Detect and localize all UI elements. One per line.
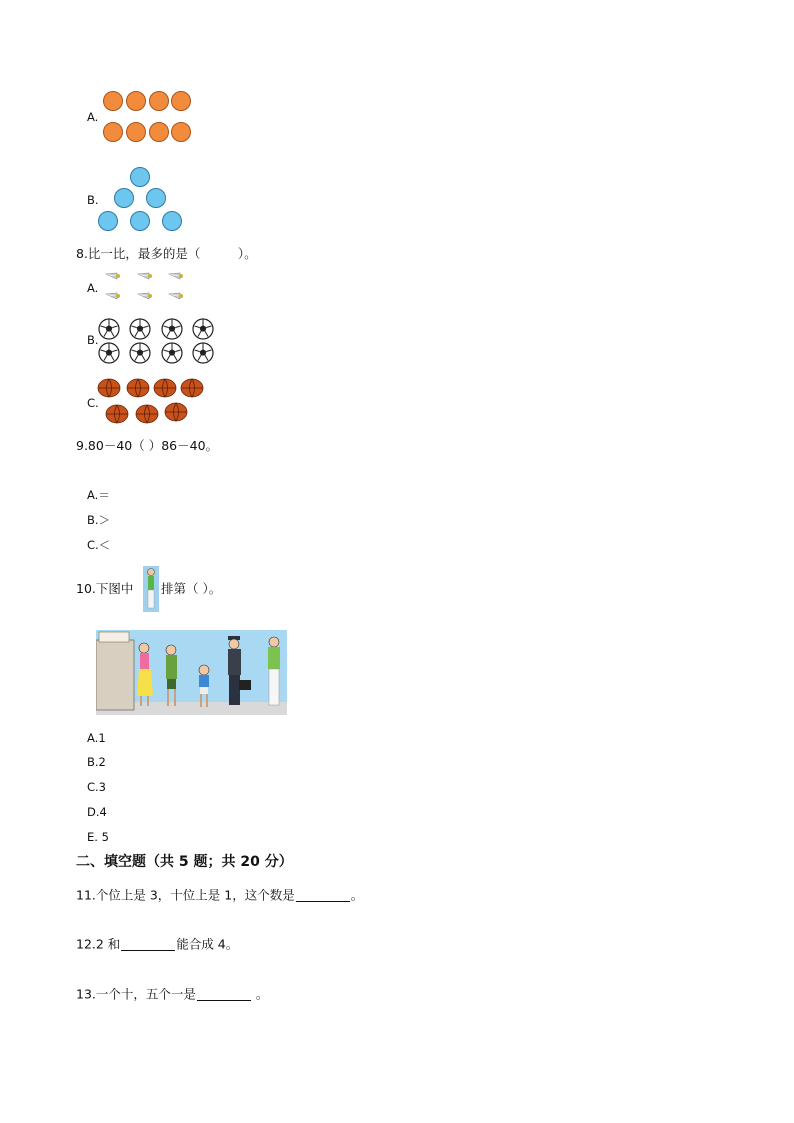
basketball-icon (97, 378, 121, 398)
q8-option-b-label[interactable]: B. (87, 333, 99, 347)
person-figure-icon (143, 566, 159, 612)
q8-option-a-label[interactable]: A. (87, 281, 99, 295)
football-icon (129, 318, 151, 340)
shuttlecock-icon (105, 292, 121, 304)
basketball-icon (126, 378, 150, 398)
question-13-text: 13.一个十，五个一是 (76, 986, 196, 1002)
q10-option-d[interactable]: D.4 (87, 805, 107, 819)
blue-circle (146, 188, 166, 208)
football-icon (161, 318, 183, 340)
answer-blank[interactable] (121, 938, 175, 951)
answer-blank[interactable] (197, 988, 251, 1001)
q7-option-b-label[interactable]: B. (87, 193, 99, 207)
shuttlecock-icon (105, 272, 121, 284)
orange-circle (171, 91, 191, 111)
q7-option-a-label[interactable]: A. (87, 110, 99, 124)
question-8-text: 8.比一比，最多的是（ ）。 (76, 246, 257, 261)
blue-circle (98, 211, 118, 231)
queue-illustration (96, 630, 287, 715)
question-13-end: 。 (251, 986, 269, 1002)
q10-option-e[interactable]: E. 5 (87, 830, 109, 844)
question-9-text: 9.80－40（ ）86－40。 (76, 438, 219, 453)
question-10-text-before: 10.下图中 (76, 581, 134, 596)
answer-blank[interactable] (296, 889, 350, 902)
basketball-icon (164, 402, 188, 422)
question-11 (76, 889, 363, 902)
orange-circle (103, 91, 123, 111)
shuttlecock-icon (168, 292, 184, 304)
section-2-title: 二、填空题（共 5 题；共 20 分） (76, 854, 293, 870)
question-12-text: 12.2 和 (76, 936, 121, 952)
blue-circle (114, 188, 134, 208)
football-icon (192, 318, 214, 340)
question-12-end: 能合成 4。 (176, 936, 239, 952)
q10-option-c[interactable]: C.3 (87, 780, 107, 794)
question-11-text: 11.个位上是 3，十位上是 1，这个数是 (76, 887, 295, 903)
question-11-end: 。 (350, 887, 364, 903)
question-10-text-after: 排第（ ）。 (161, 581, 222, 596)
question-13 (76, 988, 268, 1001)
blue-circle (130, 167, 150, 187)
football-icon (98, 318, 120, 340)
q10-option-a[interactable]: A.1 (87, 731, 106, 745)
basketball-icon (153, 378, 177, 398)
blue-circle (162, 211, 182, 231)
q9-option-a[interactable]: A.＝ (87, 488, 110, 502)
orange-circle (149, 91, 169, 111)
orange-circle (171, 122, 191, 142)
basketball-icon (180, 378, 204, 398)
football-icon (98, 342, 120, 364)
q10-option-b[interactable]: B.2 (87, 755, 106, 769)
orange-circle (126, 91, 146, 111)
orange-circle (149, 122, 169, 142)
football-icon (192, 342, 214, 364)
q9-option-c[interactable]: C.＜ (87, 538, 111, 552)
orange-circle (103, 122, 123, 142)
football-icon (129, 342, 151, 364)
orange-circle (126, 122, 146, 142)
q9-option-b[interactable]: B.＞ (87, 513, 111, 527)
football-icon (161, 342, 183, 364)
shuttlecock-icon (168, 272, 184, 284)
question-12 (76, 938, 238, 951)
basketball-icon (105, 404, 129, 424)
basketball-icon (135, 404, 159, 424)
shuttlecock-icon (137, 292, 153, 304)
shuttlecock-icon (137, 272, 153, 284)
blue-circle (130, 211, 150, 231)
q8-option-c-label[interactable]: C. (87, 396, 99, 410)
